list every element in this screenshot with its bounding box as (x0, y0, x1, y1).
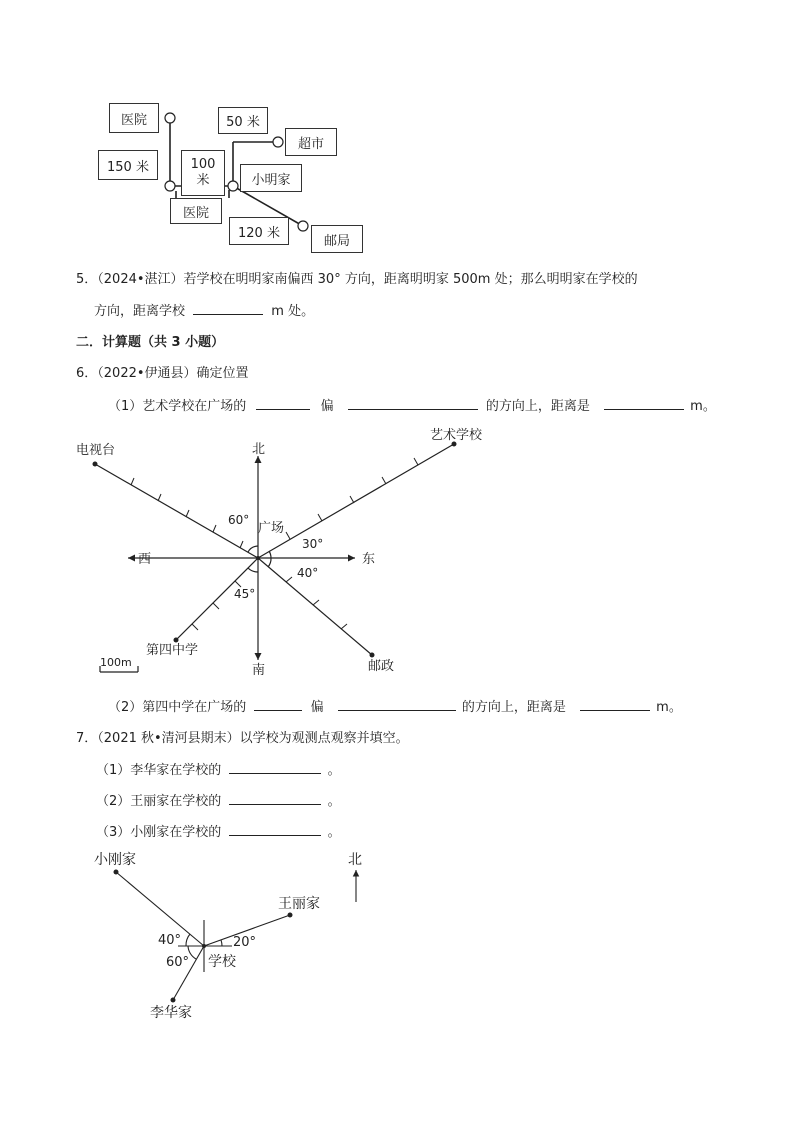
ray-art-school (258, 444, 454, 558)
label-art-school: 艺术学校 (430, 428, 483, 443)
q6-title: 6．（2022•伊通县）确定位置 (76, 366, 249, 381)
angle-40-q7: 40° (158, 933, 182, 948)
angle-45: 45° (234, 587, 256, 601)
node-xiaoming (228, 181, 238, 191)
node-post (298, 221, 308, 231)
q6-p1-blank-dir2[interactable] (348, 395, 478, 410)
label-supermarket: 超市 (285, 128, 337, 156)
angle-20-q7: 20° (233, 935, 257, 950)
label-hospital-top: 医院 (109, 103, 159, 133)
q7-p2-blank[interactable] (229, 790, 321, 805)
label-west: 西 (138, 552, 152, 567)
q6-part2: （2）第四中学在广场的 偏 的方向上，距离是 m。 (108, 696, 682, 715)
label-dist-50: 50 米 (218, 107, 268, 134)
q6-part1: （1）艺术学校在广场的 偏 的方向上，距离是 m。 (108, 395, 716, 414)
q5-line2: 方向，距离学校 m 处。 (94, 300, 314, 319)
label-dist-120: 120 米 (229, 217, 289, 245)
label-south: 南 (252, 663, 266, 678)
q7-p1-blank[interactable] (229, 759, 321, 774)
label-post: 邮政 (368, 659, 395, 674)
label-xiaogang: 小刚家 (94, 852, 136, 868)
q6-p1-blank-dir1[interactable] (256, 395, 310, 410)
label-hospital-bottom: 医院 (170, 198, 222, 224)
label-xiaoming-home: 小明家 (240, 164, 302, 192)
q5-blank-distance[interactable] (193, 300, 263, 315)
node-hospital-bottom (165, 181, 175, 191)
label-dist-100: 100 米 (181, 150, 225, 196)
q7-part3: （3）小刚家在学校的 。 (96, 821, 341, 840)
q6-p2-blank-dir2[interactable] (338, 696, 456, 711)
angle-60-q7: 60° (166, 955, 190, 970)
label-lihua: 李华家 (150, 1005, 192, 1021)
angle-40: 40° (297, 566, 319, 580)
label-plaza: 广场 (258, 521, 285, 536)
scale-label: 100m (100, 656, 132, 669)
q6-p2-blank-distance[interactable] (580, 696, 650, 711)
q7-part1: （1）李华家在学校的 。 (96, 759, 341, 778)
label-dist-150: 150 米 (98, 150, 158, 180)
label-north-q7: 北 (348, 852, 362, 868)
angle-30: 30° (302, 537, 324, 551)
node-hospital-top (165, 113, 175, 123)
ray-tv (95, 464, 258, 558)
q6-p2-blank-dir1[interactable] (254, 696, 302, 711)
label-school: 学校 (208, 954, 236, 970)
q5-line1: 5．（2024•湛江）若学校在明明家南偏西 30° 方向，距离明明家 500m 处；那么明明家在学校的 (76, 272, 638, 287)
q7-direction-map (0, 840, 794, 1030)
label-tv: 电视台 (76, 443, 116, 458)
section-heading: 二．计算题（共 3 小题） (76, 335, 225, 350)
node-supermarket (273, 137, 283, 147)
label-north: 北 (252, 442, 266, 457)
q6-compass-map (0, 420, 794, 690)
label-school4: 第四中学 (146, 643, 199, 658)
label-post-office: 邮局 (311, 225, 363, 253)
q7-title: 7．（2021 秋•清河县期末）以学校为观测点观察并填空。 (76, 731, 409, 746)
label-east: 东 (362, 552, 376, 567)
q7-p3-blank[interactable] (229, 821, 321, 836)
q6-p1-blank-distance[interactable] (604, 395, 684, 410)
label-wangli: 王丽家 (278, 896, 320, 912)
q7-part2: （2）王丽家在学校的 。 (96, 790, 341, 809)
angle-60: 60° (228, 513, 250, 527)
